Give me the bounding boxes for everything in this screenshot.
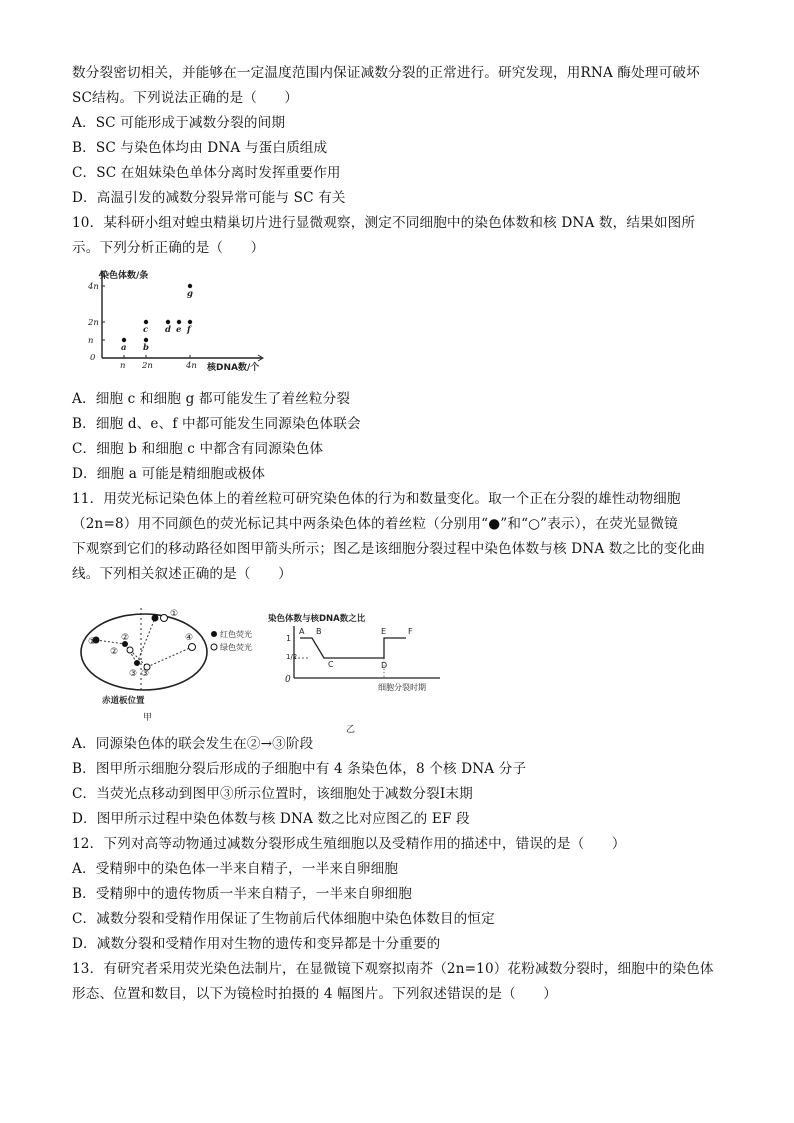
- q11-option-a: A．同源染色体的联会发生在②→③阶段: [72, 736, 314, 752]
- data-point-label: f: [187, 325, 191, 335]
- q10-stem-line2: 示。下列分析正确的是（ ）: [72, 240, 265, 256]
- y-tick-label: 1: [286, 634, 292, 643]
- data-point-a: [122, 338, 126, 342]
- position-label-2: ②: [121, 633, 130, 643]
- q11-yi-x-axis-label: 细胞分裂时期: [378, 683, 426, 692]
- figure-yi-caption: 乙: [346, 725, 356, 735]
- position-label-3b: ③: [129, 669, 138, 679]
- data-point-label: d: [165, 325, 171, 335]
- q11-option-d: D．图甲所示过程中染色体数与核 DNA 数之比对应图乙的 EF 段: [72, 811, 470, 827]
- q11-option-c: C．当荧光点移动到图甲③所示位置时，该细胞处于减数分裂Ⅰ末期: [72, 786, 473, 802]
- x-tick-label: n: [120, 361, 126, 371]
- q9-option-b: B．SC 与染色体均由 DNA 与蛋白质组成: [72, 140, 328, 156]
- y-tick-label: 1/2: [286, 653, 298, 661]
- q10-x-axis-label: 核DNA数/个: [207, 363, 260, 373]
- data-point-d: [166, 320, 170, 324]
- q11-option-b: B．图甲所示细胞分裂后形成的子细胞中有 4 条染色体，8 个核 DNA 分子: [72, 761, 527, 777]
- green-fluorescence-dot: [189, 644, 196, 651]
- position-label-1: ①: [88, 637, 97, 647]
- position-label-4: ④: [185, 633, 194, 643]
- x-tick-label: 4n: [186, 361, 197, 371]
- point-label-F: F: [408, 627, 413, 636]
- q9-option-c: C．SC 在姐妹染色单体分离时发挥重要作用: [72, 165, 341, 181]
- point-label-D: D: [381, 661, 388, 670]
- q11-ratio-line-chart: [268, 610, 450, 735]
- data-point-e: [177, 320, 181, 324]
- q11-figure-jia: [74, 604, 270, 724]
- q11-figure-yi: [268, 610, 450, 735]
- data-point-b: [144, 338, 148, 342]
- point-label-C: C: [328, 660, 334, 669]
- q12-option-a: A．受精卵中的染色体一半来自精子，一半来自卵细胞: [72, 861, 399, 877]
- x-tick-label: 0: [90, 353, 96, 363]
- equatorial-plate-label: 赤道板位置: [102, 696, 145, 706]
- q10-scatter-figure: [80, 266, 270, 376]
- position-label-1b: ①: [170, 609, 179, 619]
- q10-scatter-plot: [80, 266, 270, 376]
- q13-stem-line1: 13．有研究者采用荧光染色法制片，在显微镜下观察拟南芥（2n=10）花粉减数分裂时，细胞中的染色体: [72, 961, 714, 977]
- y-tick-label: 2n: [88, 318, 99, 328]
- origin-label: 0: [285, 675, 291, 685]
- q11-yi-y-axis-label: 染色体数与核DNA数之比: [268, 614, 366, 624]
- q9-option-d: D．高温引发的减数分裂异常可能与 SC 有关: [72, 190, 346, 206]
- data-point-label: c: [143, 325, 149, 335]
- red-fluorescence-dot: [152, 615, 159, 622]
- data-point-g: [188, 284, 192, 288]
- data-point-label: g: [187, 289, 193, 299]
- data-point-c: [144, 320, 148, 324]
- red-fluorescence-dot: [134, 660, 140, 666]
- q12-option-d: D．减数分裂和受精作用对生物的遗传和变异都是十分重要的: [72, 936, 441, 952]
- q10-option-c: C．细胞 b 和细胞 c 中都含有同源染色体: [72, 441, 324, 457]
- x-tick-label: 2n: [142, 361, 153, 371]
- q10-option-d: D．细胞 a 可能是精细胞或极体: [72, 466, 266, 482]
- position-label-3: ③: [141, 669, 150, 679]
- legend-green-label: 绿色荧光: [220, 643, 252, 652]
- point-label-E: E: [381, 627, 387, 636]
- q11-figure-jia-drawing: [74, 604, 270, 724]
- q12-stem: 12．下列对高等动物通过减数分裂形成生殖细胞以及受精作用的描述中，错误的是（ ）: [72, 836, 626, 852]
- legend-green-dot: [211, 644, 217, 650]
- point-label-A: A: [299, 627, 305, 636]
- q12-option-b: B．受精卵中的遗传物质一半来自精子，一半来自卵细胞: [72, 886, 412, 902]
- data-point-label: b: [143, 343, 149, 353]
- data-point-f: [188, 320, 192, 324]
- q9-stem-line2: SC结构。下列说法正确的是（ ）: [72, 90, 299, 106]
- green-fluorescence-dot: [161, 615, 168, 622]
- q10-option-b: B．细胞 d、e、f 中都可能发生同源染色体联会: [72, 416, 361, 432]
- q11-stem-line1: 11．用荧光标记染色体上的着丝粒可研究染色体的行为和数量变化。取一个正在分裂的雄性动物细胞: [72, 491, 681, 507]
- q9-stem-line1: 数分裂密切相关，并能够在一定温度范围内保证减数分裂的正常进行。研究发现，用RNA 酶处理可破坏: [72, 65, 700, 81]
- ratio-line: [300, 638, 406, 658]
- data-point-label: a: [121, 343, 127, 353]
- q12-option-c: C．减数分裂和受精作用保证了生物前后代体细胞中染色体数目的恒定: [72, 911, 495, 927]
- y-tick-label: 4n: [88, 282, 99, 292]
- figure-jia-caption: 甲: [143, 713, 153, 723]
- q9-option-a: A．SC 可能形成于减数分裂的间期: [72, 115, 286, 131]
- q11-stem-line3: 下观察到它们的移动路径如图甲箭头所示；图乙是该细胞分裂过程中染色体数与核 DNA 数之比的变化曲: [72, 541, 705, 557]
- q11-stem-line4: 线。下列相关叙述正确的是（ ）: [72, 566, 292, 582]
- q10-stem-line1: 10．某科研小组对蝗虫精巢切片进行显微观察，测定不同细胞中的染色体数和核 DNA 数，结果如图所: [72, 215, 696, 231]
- legend-red-label: 红色荧光: [220, 630, 252, 639]
- q10-y-axis-label: 染色体数/条: [100, 271, 149, 281]
- path-red-3: [137, 618, 155, 663]
- q13-stem-line2: 形态、位置和数目，以下为镜检时拍摄的 4 幅图片。下列叙述错误的是（ ）: [72, 986, 558, 1002]
- green-fluorescence-dot: [127, 647, 133, 653]
- path-green: [147, 647, 192, 667]
- q10-option-a: A．细胞 c 和细胞 g 都可能发生了着丝粒分裂: [72, 391, 351, 407]
- data-point-label: e: [176, 325, 182, 335]
- point-label-B: B: [316, 627, 322, 636]
- q11-stem-line2: （2n=8）用不同颜色的荧光标记其中两条染色体的着丝粒（分别用“●”和“○”表示），在荧光显微镜: [72, 516, 678, 532]
- legend-red-dot: [211, 631, 217, 637]
- y-tick-label: n: [88, 336, 94, 346]
- position-label-2b: ②: [110, 647, 119, 657]
